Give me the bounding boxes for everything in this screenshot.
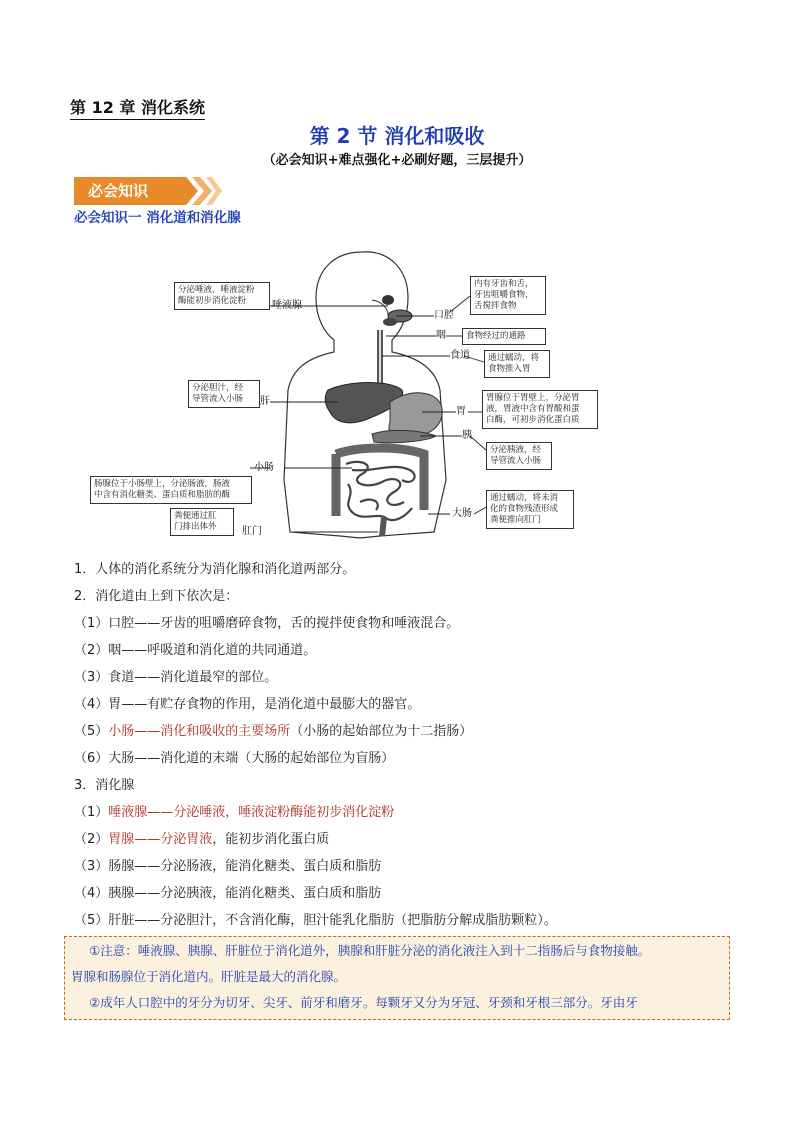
annotation-mouth: 内有牙齿和舌， 牙齿咀嚼食物， 舌搅拌食物 <box>470 276 546 315</box>
point-text: （4）胰腺——分泌胰液，能消化糖类、蛋白质和脂肪 <box>74 886 382 901</box>
point-text: （6）大肠——消化道的末端（大肠的起始部位为盲肠） <box>74 751 395 766</box>
point-text: （3）食道——消化道最窄的部位。 <box>74 670 278 685</box>
highlight-text: 胃腺——分泌胃液 <box>108 832 213 847</box>
knowledge-points-list <box>74 556 734 934</box>
list-item <box>74 583 734 610</box>
list-item <box>74 772 734 799</box>
list-item <box>74 880 734 907</box>
list-item <box>74 907 734 934</box>
point-text: （1） <box>74 805 109 820</box>
list-item <box>74 637 734 664</box>
annotation-large-intestine: 通过蠕动，将未消 化的食物残渣形成 粪便推向肛门 <box>486 490 574 529</box>
section-heading: 必会知识一 消化道和消化腺 <box>74 210 241 226</box>
point-text: ，能初步消化蛋白质 <box>212 832 330 847</box>
list-item <box>74 745 734 772</box>
note-line-1: ①注意：唾液腺、胰腺、肝脏位于消化道外，胰腺和肝脏分泌的消化液注入到十二指肠后与食物接触。 <box>89 943 651 958</box>
highlight-text: 唾液腺——分泌唾液，唾液淀粉酶能初步消化淀粉 <box>108 805 395 820</box>
annotation-anus: 粪便通过肛 门排出体外 <box>170 508 234 536</box>
list-item <box>74 664 734 691</box>
highlight-text: 小肠——消化和吸收的主要场所 <box>108 724 291 739</box>
label-large-intestine: 大肠 <box>452 508 472 519</box>
banner-label: 必会知识 <box>88 182 149 200</box>
annotation-pharynx: 食物经过的通路 <box>462 328 546 345</box>
point-text: （1）口腔——牙齿的咀嚼磨碎食物，舌的搅拌使食物和唾液混合。 <box>74 616 460 631</box>
point-text: 1．人体的消化系统分为消化腺和消化道两部分。 <box>74 562 356 577</box>
label-anus: 肛门 <box>242 526 262 537</box>
annotation-liver: 分泌胆汁，经 导管流入小肠 <box>188 380 260 408</box>
note-box <box>64 936 730 1020</box>
label-esophagus: 食道 <box>450 350 470 361</box>
label-pancreas: 胰 <box>462 430 472 441</box>
point-text: （2）咽——呼吸道和消化道的共同通道。 <box>74 643 317 658</box>
point-text: （5）肝脏——分泌胆汁，不含消化酶，胆汁能乳化脂肪（把脂肪分解成脂肪颗粒）。 <box>74 913 557 928</box>
list-item <box>74 799 734 826</box>
list-item <box>74 853 734 880</box>
point-text: （2） <box>74 832 109 847</box>
list-item <box>74 610 734 637</box>
list-item <box>74 826 734 853</box>
page-subtitle: （必会知识+难点强化+必刷好题，三层提升） <box>262 153 532 168</box>
annotation-stomach: 胃腺位于胃壁上，分泌胃 液，胃液中含有胃酸和蛋 白酶，可初步消化蛋白质 <box>482 390 598 429</box>
label-small-intestine: 小肠 <box>254 462 274 473</box>
point-text: （3）肠腺——分泌肠液，能消化糖类、蛋白质和脂肪 <box>74 859 382 874</box>
page-title: 第 2 节 消化和吸收 <box>309 124 485 148</box>
point-text: 3．消化腺 <box>74 778 135 793</box>
chapter-title: 第 12 章 消化系统 <box>70 98 205 120</box>
section-banner <box>74 177 222 205</box>
annotation-salivary-gland: 分泌唾液，唾液淀粉 酶能初步消化淀粉 <box>174 282 270 310</box>
point-text: （小肠的起始部位为十二指肠） <box>290 724 473 739</box>
label-liver: 肝 <box>260 396 270 407</box>
list-item <box>74 718 734 745</box>
label-salivary-gland: 唾液腺 <box>272 300 302 311</box>
note-line-2: 胃腺和肠腺位于消化道内。肝脏是最大的消化腺。 <box>71 969 347 984</box>
label-mouth: 口腔 <box>434 310 454 321</box>
point-text: 2．消化道由上到下依次是： <box>74 589 239 604</box>
list-item <box>74 556 734 583</box>
list-item <box>74 691 734 718</box>
annotation-esophagus: 通过蠕动，将 食物推入胃 <box>484 350 550 378</box>
annotation-pancreas: 分泌胰液，经 导管流入小肠 <box>486 442 552 470</box>
point-text: （5） <box>74 724 109 739</box>
note-line-3: ②成年人口腔中的牙分为切牙、尖牙、前牙和磨牙。每颗牙又分为牙冠、牙颈和牙根三部分。牙由牙 <box>89 995 638 1010</box>
annotation-small-intestine: 肠腺位于小肠壁上，分泌肠液，肠液 中含有消化糖类、蛋白质和脂肪的酶 <box>90 476 252 504</box>
label-pharynx: 咽 <box>436 330 446 341</box>
label-stomach: 胃 <box>456 406 466 417</box>
digestive-system-diagram <box>90 240 630 540</box>
point-text: （4）胃——有贮存食物的作用，是消化道中最膨大的器官。 <box>74 697 421 712</box>
